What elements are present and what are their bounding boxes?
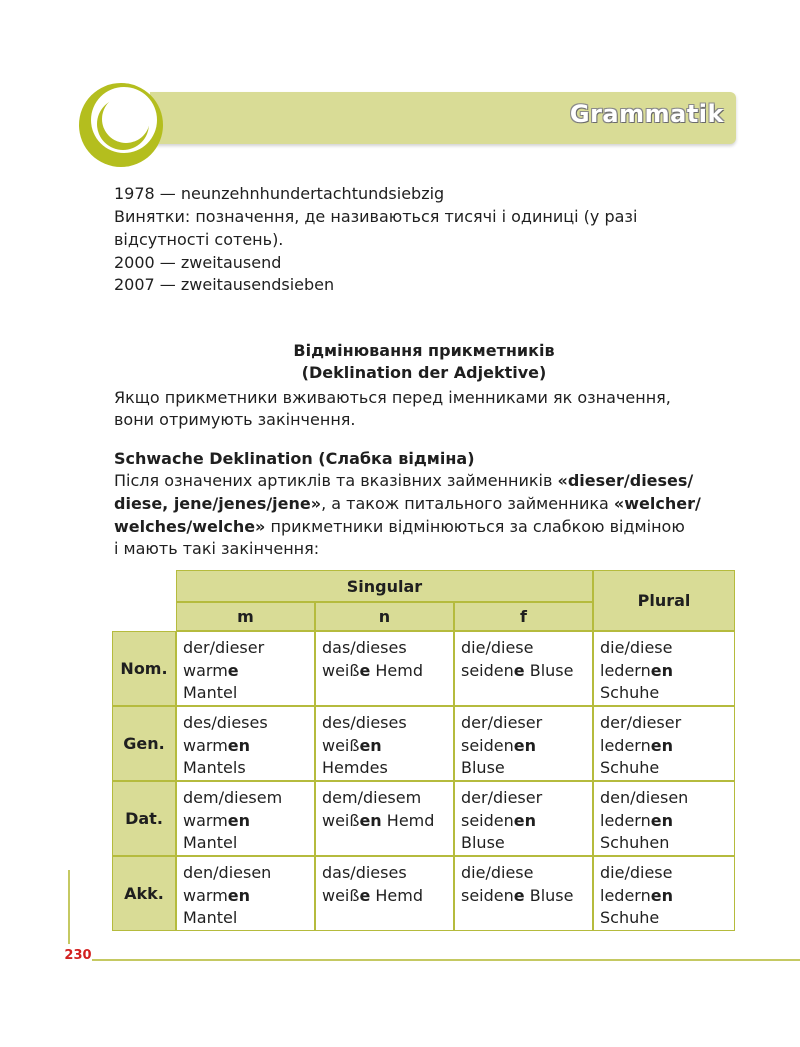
crescent-logo-icon — [76, 80, 166, 170]
case-akk: Akk. — [112, 856, 176, 931]
gender-header-m: m — [176, 602, 315, 631]
cell-dat-m: dem/diesem warmen Mantel — [176, 781, 315, 856]
cell-gen-n: des/dieses weißen Hemdes — [315, 706, 454, 781]
singular-header: Singular — [176, 570, 593, 602]
cell-akk-plural: die/diese ledernen Schuhe — [593, 856, 735, 931]
cell-gen-plural: der/dieser ledernen Schuhe — [593, 706, 735, 781]
exceptions-line-2: відсутності сотень). — [114, 230, 284, 249]
exceptions-line-1: Винятки: позначення, де називаються тисячі і одиниці (у разі — [114, 207, 638, 226]
description-line-1: Якщо прикметники вживаються перед іменниками як означення, — [114, 388, 671, 407]
paragraph-line-1: Після означених артиклів та вказівних займенників «dieser/dieses/ — [114, 471, 694, 490]
cell-gen-f: der/dieser seidenen Bluse — [454, 706, 593, 781]
plural-header: Plural — [593, 570, 735, 631]
example-line-1978: 1978 — neunzehnhundertachtundsiebzig — [114, 184, 445, 203]
description-line-2: вони отримують закінчення. — [114, 410, 356, 429]
gender-header-n: n — [315, 602, 454, 631]
paragraph-line-4: і мають такі закінчення: — [114, 539, 320, 558]
page-number: 230 — [64, 944, 92, 966]
declension-table — [112, 570, 735, 931]
cell-nom-m: der/dieser warme Mantel — [176, 631, 315, 706]
section-title: Grammatik — [569, 100, 724, 128]
section-heading-de: (Deklination der Adjektive) — [301, 363, 547, 382]
cell-akk-f: die/diese seidene Bluse — [454, 856, 593, 931]
case-nom: Nom. — [112, 631, 176, 706]
paragraph-line-3: welches/welche» прикметники відмінюються за слабкою відміною — [114, 517, 685, 536]
footer-horizontal-rule — [68, 959, 800, 961]
cell-akk-m: den/diesen warmen Mantel — [176, 856, 315, 931]
example-line-2007: 2007 — zweitausendsieben — [114, 275, 335, 294]
cell-nom-plural: die/diese ledernen Schuhe — [593, 631, 735, 706]
cell-nom-n: das/dieses weiße Hemd — [315, 631, 454, 706]
cell-nom-f: die/diese seidene Bluse — [454, 631, 593, 706]
section-heading-ua: Відмінювання прикметників — [293, 341, 555, 360]
paragraph-line-2: diese, jene/jenes/jene», а також питального займенника «welcher/ — [114, 494, 701, 513]
gender-header-f: f — [454, 602, 593, 631]
cell-dat-plural: den/diesen ledernen Schuhen — [593, 781, 735, 856]
example-line-2000: 2000 — zweitausend — [114, 253, 282, 272]
cell-akk-n: das/dieses weiße Hemd — [315, 856, 454, 931]
section-header-bar — [150, 92, 736, 144]
weak-declension-heading: Schwache Deklination (Слабка відміна) — [114, 449, 475, 468]
case-gen: Gen. — [112, 706, 176, 781]
cell-gen-m: des/dieses warmen Mantels — [176, 706, 315, 781]
case-dat: Dat. — [112, 781, 176, 856]
cell-dat-f: der/dieser seidenen Bluse — [454, 781, 593, 856]
cell-dat-n: dem/diesem weißen Hemd — [315, 781, 454, 856]
